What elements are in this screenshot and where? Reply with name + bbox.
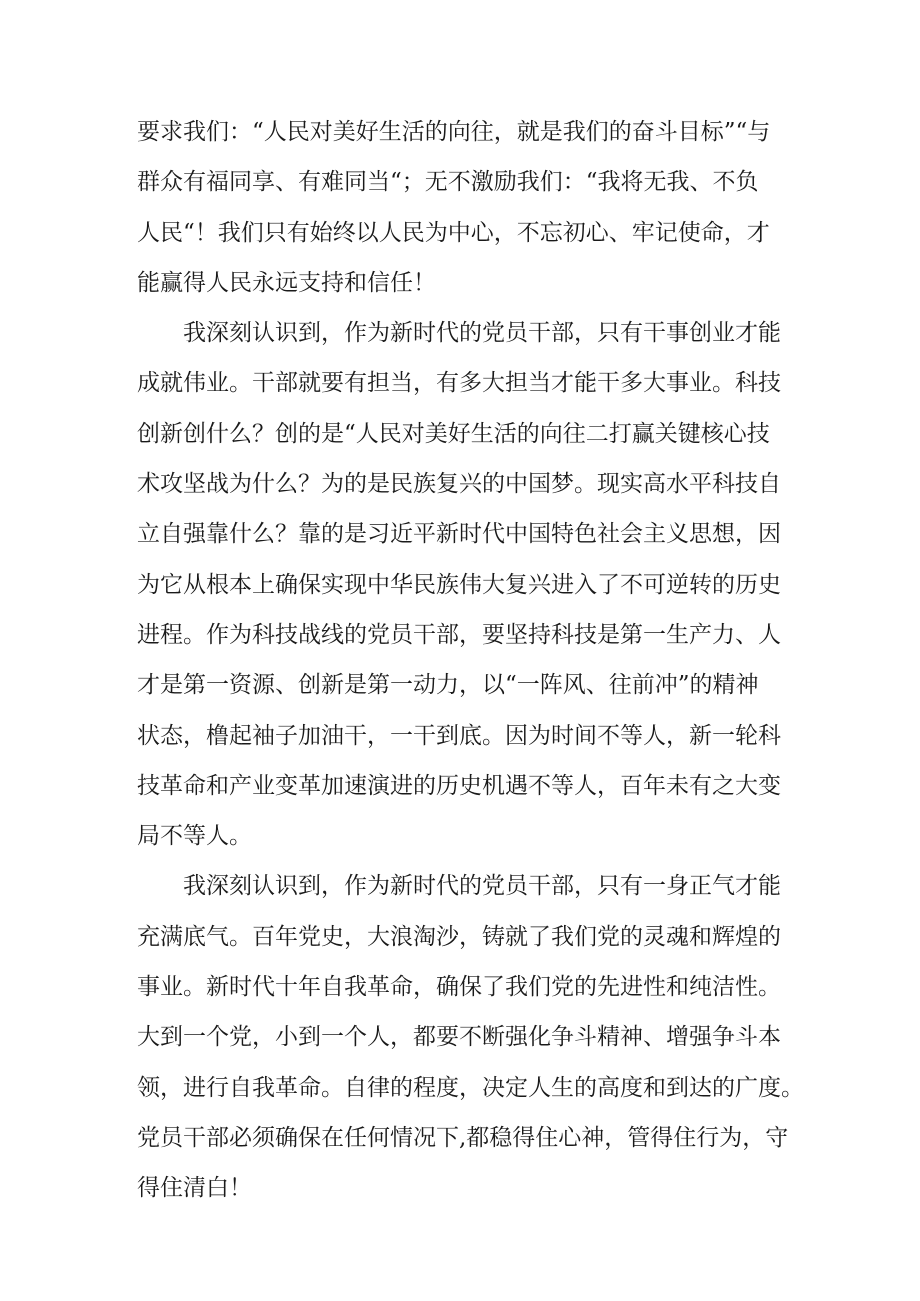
paragraph-line: 人民“！我们只有始终以人民为中心，不忘初心、牢记使命，才: [137, 219, 770, 246]
paragraph-line: 成就伟业。干部就要有担当，有多大担当才能干多大事业。科技: [137, 370, 781, 397]
paragraph-line: 事业。新时代十年自我革命，确保了我们党的先进性和纯洁性。: [137, 974, 781, 1001]
paragraph-line: 得住清白！: [137, 1175, 252, 1202]
paragraph-line: 为它从根本上确保实现中华民族伟大复兴进入了不可逆转的历史: [137, 571, 781, 598]
paragraph-line: 我深刻认识到，作为新时代的党员干部，只有干事创业才能: [183, 320, 781, 347]
paragraph-line: 要求我们：“人民对美好生活的向往，就是我们的奋斗目标”“与: [137, 119, 771, 145]
paragraph-line: 党员干部必须确保在任何情况下,都稳得住心神，管得住行为，守: [137, 1124, 789, 1151]
paragraph-line: 才是第一资源、创新是第一动力，以“一阵风、往前冲”的精神: [137, 672, 759, 699]
paragraph-line: 技革命和产业变革加速演进的历史机遇不等人，百年未有之大变: [137, 772, 781, 799]
paragraph-line: 充满底气。百年党史，大浪淘沙，铸就了我们党的灵魂和辉煌的: [137, 923, 781, 950]
paragraph-3: [137, 861, 817, 1213]
paragraph-line: 能赢得人民永远支持和信任！: [137, 269, 436, 296]
paragraph-line: 术攻坚战为什么？为的是民族复兴的中国梦。现实高水平科技自: [137, 471, 781, 498]
paragraph-line: 领，进行自我革命。自律的程度，决定人生的高度和到达的广度。: [137, 1074, 804, 1101]
paragraph-line: 我深刻认识到，作为新时代的党员干部，只有一身正气才能: [183, 873, 781, 900]
paragraph-line: 大到一个党，小到一个人，都要不断强化争斗精神、增强争斗本: [137, 1024, 781, 1051]
paragraph-line: 群众有福同享、有难同当“；无不激励我们：“我将无我、不负: [137, 169, 759, 196]
paragraph-line: 状态，橹起袖子加油干，一干到底。因为时间不等人，新一轮科: [137, 722, 781, 749]
paragraph-1: [137, 107, 817, 308]
document-body: [137, 107, 817, 1214]
paragraph-line: 进程。作为科技战线的党员干部，要坚持科技是第一生产力、人: [137, 621, 781, 648]
paragraph-line: 立自强靠什么？靠的是习近平新时代中国特色社会主义思想，因: [137, 521, 781, 548]
paragraph-line: 创新创什么？创的是“人民对美好生活的向往二打赢关键核心技: [137, 420, 770, 447]
paragraph-line: 局不等人。: [137, 823, 252, 850]
paragraph-2: [137, 308, 817, 861]
